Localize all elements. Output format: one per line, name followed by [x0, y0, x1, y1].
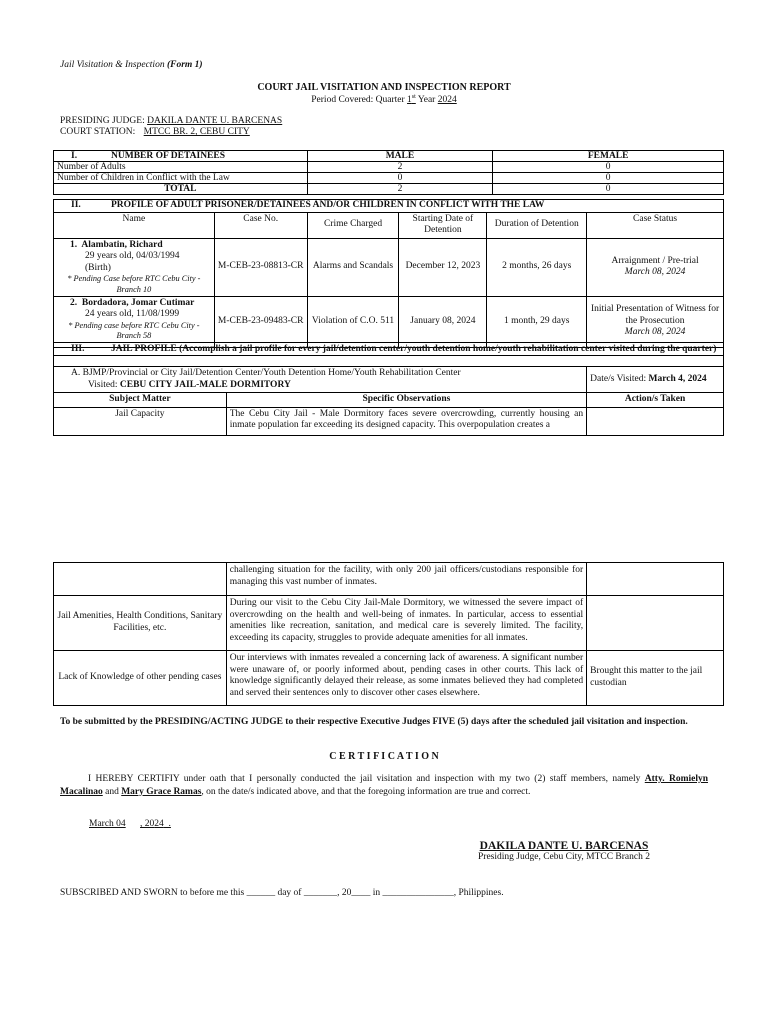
period-covered: [0, 94, 768, 105]
detainee-name-cell: [54, 296, 215, 347]
detainees-table: [53, 150, 724, 195]
table-row: [54, 173, 724, 184]
female-count: 0: [493, 173, 724, 184]
section-3-number: III.: [71, 344, 85, 354]
detainee-name: 1. Alambatin, Richard: [70, 239, 163, 250]
action-cell: [587, 596, 724, 651]
section-1-title: NUMBER OF DETAINEES: [111, 151, 226, 161]
staff-member-1: Atty. Romielyn Macalinao: [60, 774, 709, 797]
subject-column-header: Subject Matter: [54, 393, 227, 408]
row-label: Number of Children in Conflict with the Law: [54, 173, 308, 184]
jail-profile-table: [53, 342, 724, 436]
detention-duration: 2 months, 26 days: [487, 238, 587, 296]
table-row: [54, 651, 724, 706]
case-number: M-CEB-23-08813-CR: [214, 238, 307, 296]
observation-text: The Cebu City Jail - Male Dormitory faces severe overcrowding, currently housing an inmate population far exceeding its designed capacity. This overpopulation creates a: [229, 408, 584, 431]
section-3-title: JAIL PROFILE (Accomplish a jail profile for every jail/detention center/youth detention home/youth rehabilitation center visited during the quarter): [111, 344, 717, 354]
date-visited-label: Date/s Visited:: [590, 373, 647, 384]
certification-title: C E R T I F I C A T I O N: [329, 751, 439, 762]
female-column-header: FEMALE: [493, 151, 724, 162]
observation-text: challenging situation for the facility, with only 200 jail officers/custodians responsible for managing this vast number of inmates.: [226, 563, 586, 596]
certification-end: , on the date/s indicated above, and that the foregoing information are true and correct.: [201, 786, 531, 797]
total-row: [54, 184, 724, 195]
period-quarter: 1st: [407, 94, 416, 106]
crime-charged: Alarms and Scandals: [307, 238, 399, 296]
presiding-judge-label: PRESIDING JUDGE:: [60, 116, 145, 126]
total-male: 2: [307, 184, 493, 195]
facility-cell: [54, 367, 587, 393]
report-title: COURT JAIL VISITATION AND INSPECTION REPORT: [257, 82, 511, 93]
visited-label: Visited:: [88, 379, 118, 390]
crime-column-header: Crime Charged: [307, 212, 399, 238]
total-female: 0: [493, 184, 724, 195]
court-station-label: COURT STATION:: [60, 127, 136, 137]
action-cell: [587, 563, 724, 596]
case-no-column-header: Case No.: [214, 212, 307, 238]
period-year-label: Year: [417, 95, 436, 106]
form-number: (Form 1): [166, 60, 203, 70]
form-label-text: Jail Visitation & Inspection: [60, 60, 165, 70]
signatory-name: DAKILA DANTE U. BARCENAS: [479, 840, 649, 852]
period-prefix: Period Covered: Quarter: [311, 95, 405, 106]
action-cell: [587, 407, 724, 435]
case-status-date: March 08, 2024: [624, 267, 686, 278]
case-status-text: Arraignment / Pre-trial: [611, 255, 699, 266]
observation-text: Our interviews with inmates revealed a concerning lack of awareness. A significant number were unaware of, or poorly informed about, pending cases in other courts. This lack of knowledge significantly delayed their release, as some inmates believed they had completed and served their sentences only to discover other cases elsewhere.: [226, 651, 586, 706]
detainee-name: 2. Bordadora, Jomar Cutimar: [70, 297, 195, 308]
crime-charged: Violation of C.O. 511: [307, 296, 399, 347]
subscribed-sworn-line: SUBSCRIBED AND SWORN to before me this ______ day of _______, 20____ in _______________, Philippines.: [60, 888, 504, 898]
presiding-judge-line: [60, 116, 282, 126]
male-count: 0: [307, 173, 493, 184]
name-column-header: Name: [54, 212, 215, 238]
section-2-number: II.: [71, 200, 81, 210]
period-year: 2024: [437, 95, 457, 106]
male-count: 2: [307, 162, 493, 173]
signatory-title: Presiding Judge, Cebu City, MTCC Branch 2: [478, 852, 650, 862]
case-status: [587, 296, 724, 347]
visited-value: CEBU CITY JAIL-MALE DORMITORY: [119, 379, 291, 390]
pending-case-note: * Pending Case before RTC Cebu City - Branch 10: [67, 274, 201, 294]
action-text: Brought this matter to the jail custodian: [587, 651, 724, 706]
court-station-value: MTCC BR. 2, CEBU CITY: [143, 127, 250, 137]
case-status-text: Initial Presentation of Witness for the Prosecution: [590, 304, 720, 326]
case-number: M-CEB-23-09483-CR: [214, 296, 307, 347]
profile-table: [53, 199, 724, 356]
observations-column-header: Specific Observations: [226, 393, 586, 408]
start-date: January 08, 2024: [399, 296, 487, 347]
signature-block: [440, 840, 688, 862]
detainee-row: [54, 296, 724, 347]
certification-and: and: [105, 786, 119, 797]
detainee-row: [54, 238, 724, 296]
presiding-judge-value: DAKILA DANTE U. BARCENAS: [147, 116, 283, 126]
jail-profile-continued-table: [53, 562, 724, 706]
subject-cell: [54, 563, 227, 596]
date-year: , 2024 .: [140, 819, 171, 829]
detainee-birth-label: (Birth): [85, 262, 111, 273]
observation-text: During our visit to the Cebu City Jail-Male Dormitory, we witnessed the severe impact of overcrowding on the health and well-being of inmates. In particular, access to essential amenities like recreation, sanitation, and medical care is severely limited. The facility, exceeding its capacity, struggles to provide adequate amenities for all inmates.: [226, 596, 586, 651]
start-date: December 12, 2023: [399, 238, 487, 296]
submission-note: To be submitted by the PRESIDING/ACTING JUDGE to their respective Executive Judges FIVE (5) days after the scheduled jail visitation and inspection.: [60, 717, 688, 727]
section-2-header: [54, 200, 724, 213]
facility-line: A. BJMP/Provincial or City Jail/Detention Center/Youth Detention Home/Youth Rehabilitation Center: [71, 368, 461, 378]
row-label: Number of Adults: [54, 162, 308, 173]
detention-duration: 1 month, 29 days: [487, 296, 587, 347]
signature-date: [60, 819, 171, 829]
section-2-title: PROFILE OF ADULT PRISONER/DETAINEES AND/OR CHILDREN IN CONFLICT WITH THE LAW: [111, 200, 545, 210]
section-3-header: [54, 343, 724, 367]
date-visited-value: March 4, 2024: [648, 373, 707, 384]
table-row: [54, 596, 724, 651]
total-label: TOTAL: [54, 184, 308, 195]
visited-line: [57, 380, 583, 392]
subject-jail-amenities: Jail Amenities, Health Conditions, Sanitary Facilities, etc.: [54, 596, 227, 651]
date-visited-cell: [587, 367, 724, 393]
observation-cell: [226, 407, 586, 435]
case-status: [587, 238, 724, 296]
detainee-name-cell: [54, 238, 215, 296]
detainee-age: 24 years old, 11/08/1999: [85, 309, 180, 320]
table-row: [54, 407, 724, 435]
section-1-number: I.: [71, 151, 78, 161]
staff-member-2: Mary Grace Ramas: [121, 786, 202, 797]
certification-body: I HEREBY CERTIFIY under oath that I personally conducted the jail visitation and inspection with my two (2) staff members, namely: [88, 774, 641, 784]
pending-case-note: * Pending case before RTC Cebu City - Branch 58: [68, 320, 200, 340]
table-row: [54, 563, 724, 596]
detainee-age: 29 years old, 04/03/1994: [85, 251, 180, 262]
female-count: 0: [493, 162, 724, 173]
case-status-date: March 08, 2024: [624, 327, 686, 338]
duration-column-header: Duration of Detention: [487, 212, 587, 238]
table-row: [54, 162, 724, 173]
action-column-header: Action/s Taken: [587, 393, 724, 408]
subject-jail-capacity: Jail Capacity: [54, 407, 227, 435]
date-month-day: March 04: [89, 819, 126, 829]
section-1-header: [54, 151, 308, 162]
subject-lack-of-knowledge: Lack of Knowledge of other pending cases: [54, 651, 227, 706]
status-column-header: Case Status: [587, 212, 724, 238]
start-date-column-header: Starting Date of Detention: [399, 212, 487, 238]
certification-text: [60, 773, 708, 798]
court-station-line: [60, 127, 250, 137]
form-label: [60, 60, 203, 70]
male-column-header: MALE: [307, 151, 493, 162]
